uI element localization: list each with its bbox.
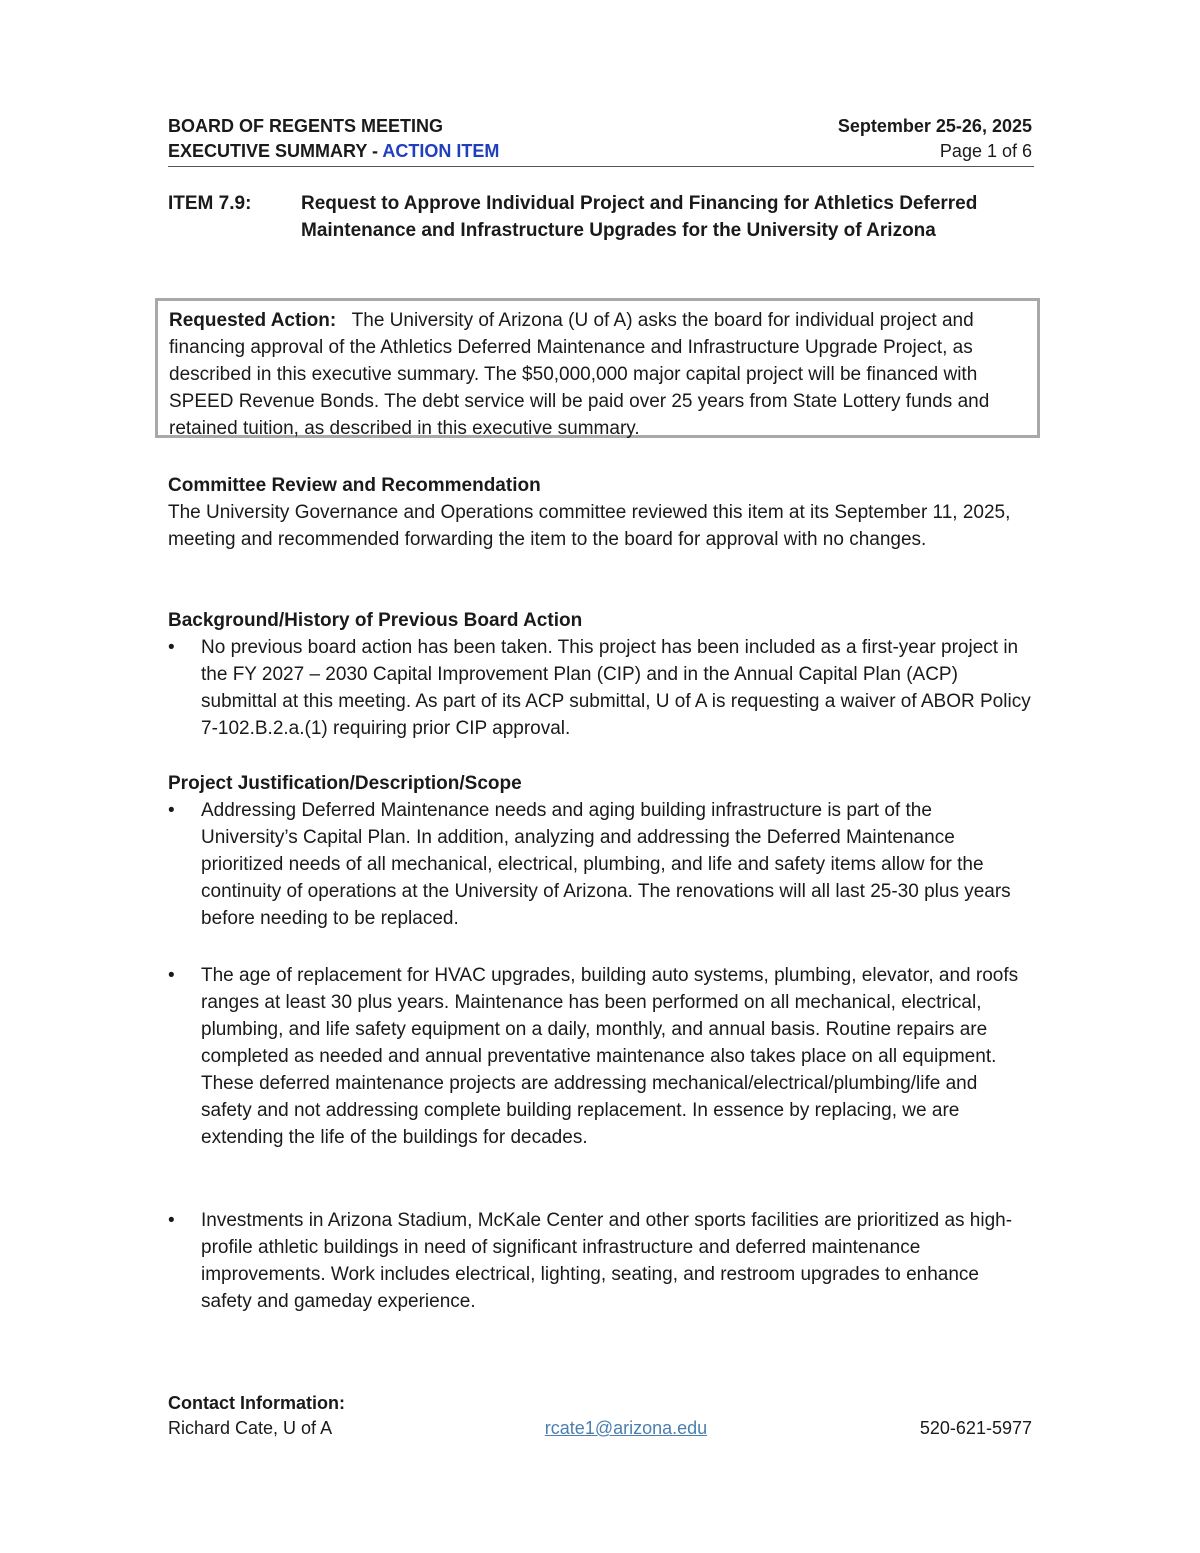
committee-text: The University Governance and Operations committee reviewed this item at its September 11, 2025, meeting and recommended forwarding the item to the board for approval with no changes. bbox=[168, 502, 1011, 550]
requested-action-label: Requested Action: bbox=[169, 310, 337, 331]
bullet-icon: • bbox=[168, 800, 175, 821]
bullet-icon: • bbox=[168, 1210, 175, 1231]
summary-prefix: EXECUTIVE SUMMARY - bbox=[168, 141, 383, 161]
page-number: Page 1 of 6 bbox=[939, 141, 1032, 161]
meeting-title: BOARD OF REGENTS MEETING bbox=[168, 116, 444, 136]
justification-bullet-3 bbox=[168, 1207, 1032, 1315]
background-section bbox=[168, 607, 1032, 742]
justification-heading: Project Justification/Description/Scope bbox=[168, 773, 522, 794]
item-number: ITEM 7.9: bbox=[168, 193, 252, 214]
list-item bbox=[168, 797, 1032, 932]
committee-section bbox=[168, 472, 1032, 553]
action-item-label: ACTION ITEM bbox=[382, 141, 500, 161]
item-heading bbox=[168, 190, 1032, 244]
background-bullet-text: No previous board action has been taken. This project has been included as a first-year project in the FY 2027 – 2030 Capital Improvement Plan (CIP) and in the Annual Capital Plan (ACP) submittal at this meeting. As part of its ACP submittal, U of A is requesting a waiver of ABOR Policy 7-102.B.2.a.(1) requiring prior CIP approval. bbox=[201, 637, 1031, 739]
requested-action-box bbox=[155, 298, 1040, 438]
committee-heading: Committee Review and Recommendation bbox=[168, 475, 541, 496]
justification-bullet-text: Addressing Deferred Maintenance needs and aging building infrastructure is part of the University’s Capital Plan. In addition, analyzing and addressing the Deferred Maintenance prioritized needs of all mechanical, electrical, plumbing, and life and safety items allow for the continuity of operations at the University of Arizona. The renovations will all last 25-30 plus years before needing to be replaced. bbox=[201, 800, 1011, 929]
justification-bullet-text: The age of replacement for HVAC upgrades, building auto systems, plumbing, elevator, and roofs ranges at least 30 plus years. Maintenance has been performed on all mechanical, electrical, plumbing, and life safety equipment on a daily, monthly, and annual basis. Routine repairs are completed as needed and annual preventative maintenance also takes place on all equipment. These deferred maintenance projects are addressing mechanical/electrical/plumbing/life and safety and not addressing complete building replacement. In essence by replacing, we are extending the life of the buildings for decades. bbox=[201, 965, 1019, 1148]
list-item bbox=[168, 1207, 1032, 1315]
background-heading: Background/History of Previous Board Action bbox=[168, 610, 583, 631]
item-title: Request to Approve Individual Project and Financing for Athletics Deferred Maintenance and Infrastructure Upgrades for the University of Arizona bbox=[301, 193, 978, 241]
meeting-date: September 25-26, 2025 bbox=[837, 116, 1032, 136]
contact-phone: 520-621-5977 bbox=[919, 1418, 1032, 1438]
summary-line bbox=[168, 139, 499, 164]
header-divider bbox=[168, 166, 1034, 167]
justification-bullet-text: Investments in Arizona Stadium, McKale Center and other sports facilities are prioritized as high-profile athletic buildings in need of significant infrastructure and deferred maintenance improvements. Work includes electrical, lighting, seating, and restroom upgrades to enhance safety and gameday experience. bbox=[201, 1210, 1013, 1312]
list-item bbox=[168, 634, 1032, 742]
list-item bbox=[168, 962, 1032, 1151]
bullet-icon: • bbox=[168, 965, 175, 986]
document-header bbox=[168, 114, 1032, 164]
requested-action-text: The University of Arizona (U of A) asks the board for individual project and financing approval of the Athletics Deferred Maintenance and Infrastructure Upgrade Project, as described in this executive summary. The $50,000,000 major capital project will be financed with SPEED Revenue Bonds. The debt service will be paid over 25 years from State Lottery funds and retained tuition, as described in this executive summary. bbox=[169, 310, 990, 439]
bullet-icon: • bbox=[168, 637, 175, 658]
justification-bullet-2 bbox=[168, 962, 1032, 1151]
contact-heading: Contact Information: bbox=[168, 1393, 345, 1413]
justification-section bbox=[168, 770, 1032, 932]
contact-section bbox=[168, 1391, 1032, 1441]
contact-name: Richard Cate, U of A bbox=[168, 1418, 333, 1438]
contact-email-link[interactable]: rcate1@arizona.edu bbox=[544, 1418, 708, 1438]
